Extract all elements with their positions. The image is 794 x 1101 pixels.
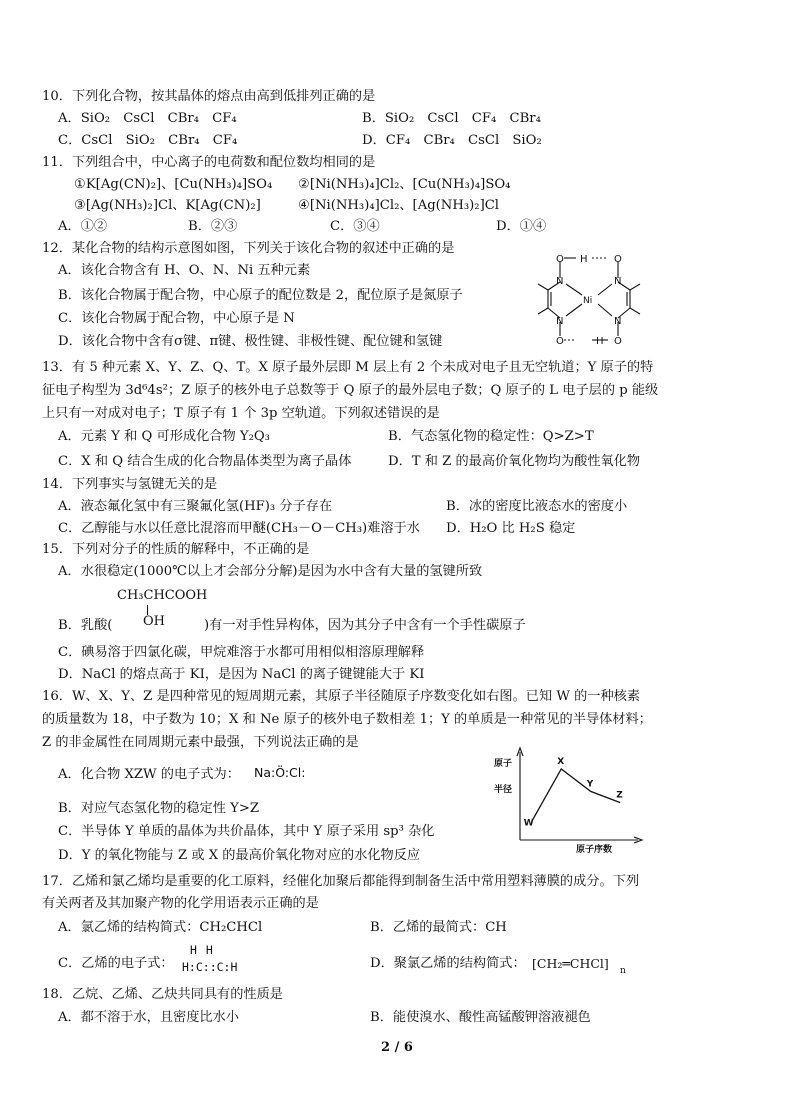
q11-option-c: C．③④ — [330, 219, 380, 234]
ethylene-electron-formula-top: H H — [190, 943, 214, 957]
q16-option-a: A．化合物 XZW 的电子式为： — [58, 767, 240, 782]
struct-o-bottom-right: O — [614, 336, 622, 347]
q16-line-3: Z 的非金属性在同周期元素中最强，下列说法正确的是 — [42, 735, 359, 750]
q15-option-d: D．NaCl 的熔点高于 KI，是因为 NaCl 的离子键键能大于 KI — [58, 667, 425, 682]
q15-option-a: A．水很稳定(1000℃以上才会部分分解)是因为水中含有大量的氢键所致 — [58, 564, 483, 579]
q16-option-d: D．Y 的氧化物能与 Z 或 X 的最高价氧化物对应的水化物反应 — [58, 848, 421, 863]
q11-option-b: B．②③ — [188, 219, 238, 234]
chart-ylabel-2: 半径 — [494, 785, 513, 795]
lactic-acid-formula-top: CH₃CHCOOH — [117, 588, 208, 603]
chart-point-label-z: Z — [616, 790, 623, 801]
q14-option-d: D．H₂O 比 H₂S 稳定 — [446, 521, 576, 536]
q12-option-a: A．该化合物含有 H、O、N、Ni 五种元素 — [58, 263, 311, 278]
q17-line-2: 有关两者及其加聚产物的化学用语表示正确的是 — [42, 896, 319, 911]
q11-stem: 11．下列组合中，中心离子的电荷数和配位数均相同的是 — [42, 155, 376, 170]
lactic-acid-formula — [117, 588, 208, 629]
pvc-formula: [CH₂═CHCl] — [532, 956, 609, 971]
q18-option-b: B．能使溴水、酸性高锰酸钾溶液褪色 — [370, 1010, 591, 1025]
q14-option-b: B．冰的密度比液态水的密度小 — [446, 499, 628, 514]
q11-item-1: ①K[Ag(CN)₂]、[Cu(NH₃)₄]SO₄ — [74, 177, 273, 192]
q14-stem: 14．下列事实与氢键无关的是 — [42, 477, 218, 492]
page-number: 2 / 6 — [381, 1040, 413, 1055]
q15-option-b-suffix: )有一对手性异构体，因为其分子中含有一个手性碳原子 — [204, 618, 526, 633]
q10-option-b: B．SiO₂ CsCl CF₄ CBr₄ — [362, 111, 541, 126]
q16-line-2: 的质量数为 18，中子数为 10；X 和 Ne 原子的核外电子数相差 1；Y 的单质是一种常见的半导体材料； — [42, 712, 652, 727]
struct-h-top: H — [580, 254, 588, 265]
q14-option-a: A．液态氟化氢中有三聚氟化氢(HF)₃ 分子存在 — [58, 499, 333, 514]
q17-option-d: D．聚氯乙烯的结构简式： — [370, 956, 526, 971]
struct-n-bottom-right: N — [614, 316, 622, 327]
q17-option-a: A．氯乙烯的结构简式：CH₂CHCl — [58, 920, 263, 935]
nickel-complex-structure — [530, 248, 660, 352]
struct-n-top-left: N — [556, 276, 564, 287]
q11-option-a: A．①② — [58, 219, 108, 234]
chart-xlabel: 原子序数 — [576, 845, 613, 855]
q17-line-1: 17．乙烯和氯乙烯均是重要的化工原料，经催化加聚后都能得到制备生活中常用塑料薄膜的成分。下列 — [42, 874, 640, 889]
pvc-formula-n: n — [620, 966, 626, 976]
q12-option-d: D．该化合物中含有σ键、π键、极性键、非极性键、配位键和氢键 — [58, 334, 443, 349]
q13-line-2: 征电子构型为 3d⁶4s²；Z 原子的核外电子总数等于 Q 原子的最外层电子数；Q 原子的 L 电子层的 p 能级 — [42, 383, 659, 398]
ethylene-electron-formula-bottom: H:C::C:H — [182, 960, 238, 974]
struct-o-top-right: O — [614, 254, 622, 265]
struct-h-bottom: H — [596, 336, 604, 347]
q16-option-c: C．半导体 Y 单质的晶体为共价晶体，其中 Y 原子采用 sp³ 杂化 — [58, 824, 435, 839]
q10-option-d: D．CF₄ CBr₄ CsCl SiO₂ — [362, 133, 542, 148]
struct-n-bottom-left: N — [556, 316, 564, 327]
q11-option-d: D．①④ — [496, 219, 547, 234]
q15-option-b-prefix: B．乳酸( — [58, 618, 113, 633]
q17-option-c: C．乙烯的电子式： — [58, 956, 174, 971]
q13-option-c: C．X 和 Q 结合生成的化合物晶体类型为离子晶体 — [58, 454, 352, 469]
q12-option-b: B．该化合物属于配合物，中心原子的配位数是 2，配位原子是氮原子 — [58, 288, 463, 303]
q11-item-3: ③[Ag(NH₃)₂]Cl、K[Ag(CN)₂] — [74, 198, 261, 213]
q10-option-c: C．CsCl SiO₂ CBr₄ CF₄ — [58, 133, 238, 148]
struct-ni: Ni — [583, 296, 593, 306]
chart-point-label-y: Y — [586, 779, 594, 790]
q13-option-d: D．T 和 Z 的最高价氧化物均为酸性氧化物 — [388, 454, 641, 469]
chart-point-label-w: W — [523, 818, 534, 829]
q15-stem: 15．下列对分子的性质的解释中，不正确的是 — [42, 542, 310, 557]
q16-option-a-formula: Na:Ö:Cl: — [254, 765, 306, 780]
chart-series-line — [532, 769, 620, 821]
q13-option-b: B．气态氢化物的稳定性：Q>Z>T — [388, 429, 594, 444]
struct-n-top-right: N — [614, 276, 622, 287]
q11-item-2: ②[Ni(NH₃)₄]Cl₂、[Cu(NH₃)₄]SO₄ — [298, 177, 511, 192]
q12-stem: 12．某化合物的结构示意图如图，下列关于该化合物的叙述中正确的是 — [42, 241, 455, 256]
lactic-acid-formula-bottom: OH — [143, 614, 165, 629]
q13-line-1: 13．有 5 种元素 X、Y、Z、Q、T。X 原子最外层即 M 层上有 2 个未成对电子且无空轨道；Y 原子的特 — [42, 360, 654, 375]
q18-stem: 18．乙烷、乙烯、乙炔共同具有的性质是 — [42, 987, 283, 1002]
q10-stem: 10．下列化合物，按其晶体的熔点由高到低排列正确的是 — [42, 89, 376, 104]
q16-line-1: 16．W、X、Y、Z 是四种常见的短周期元素，其原子半径随原子序数变化如右图。已知 W 的一种核素 — [42, 689, 641, 704]
q12-option-c: C．该化合物属于配合物，中心原子是 N — [58, 311, 295, 326]
atomic-radius-chart — [492, 744, 652, 856]
chart-ylabel-1: 原子 — [494, 759, 513, 769]
q17-option-b: B．乙烯的最简式：CH — [370, 920, 507, 935]
q15-option-c: C．碘易溶于四氯化碳，甲烷难溶于水都可用相似相溶原理解释 — [58, 645, 425, 660]
q14-option-c: C．乙醇能与水以任意比混溶而甲醚(CH₃－O－CH₃)难溶于水 — [58, 521, 420, 536]
struct-o-top-left: O — [556, 254, 564, 265]
chart-point-label-x: X — [557, 756, 565, 767]
struct-o-bottom-left: O — [556, 336, 564, 347]
q11-item-4: ④[Ni(NH₃)₄]Cl₂、[Ag(NH₃)₂]Cl — [298, 198, 500, 213]
q18-option-a: A．都不溶于水，且密度比水小 — [58, 1010, 239, 1025]
q13-option-a: A．元素 Y 和 Q 可形成化合物 Y₂Q₃ — [58, 429, 270, 444]
q10-option-a: A．SiO₂ CsCl CBr₄ CF₄ — [58, 111, 237, 126]
q13-line-3: 上只有一对成对电子；T 原子有 1 个 3p 空轨道。下列叙述错误的是 — [42, 406, 440, 421]
q16-option-b: B．对应气态氢化物的稳定性 Y>Z — [58, 801, 260, 816]
